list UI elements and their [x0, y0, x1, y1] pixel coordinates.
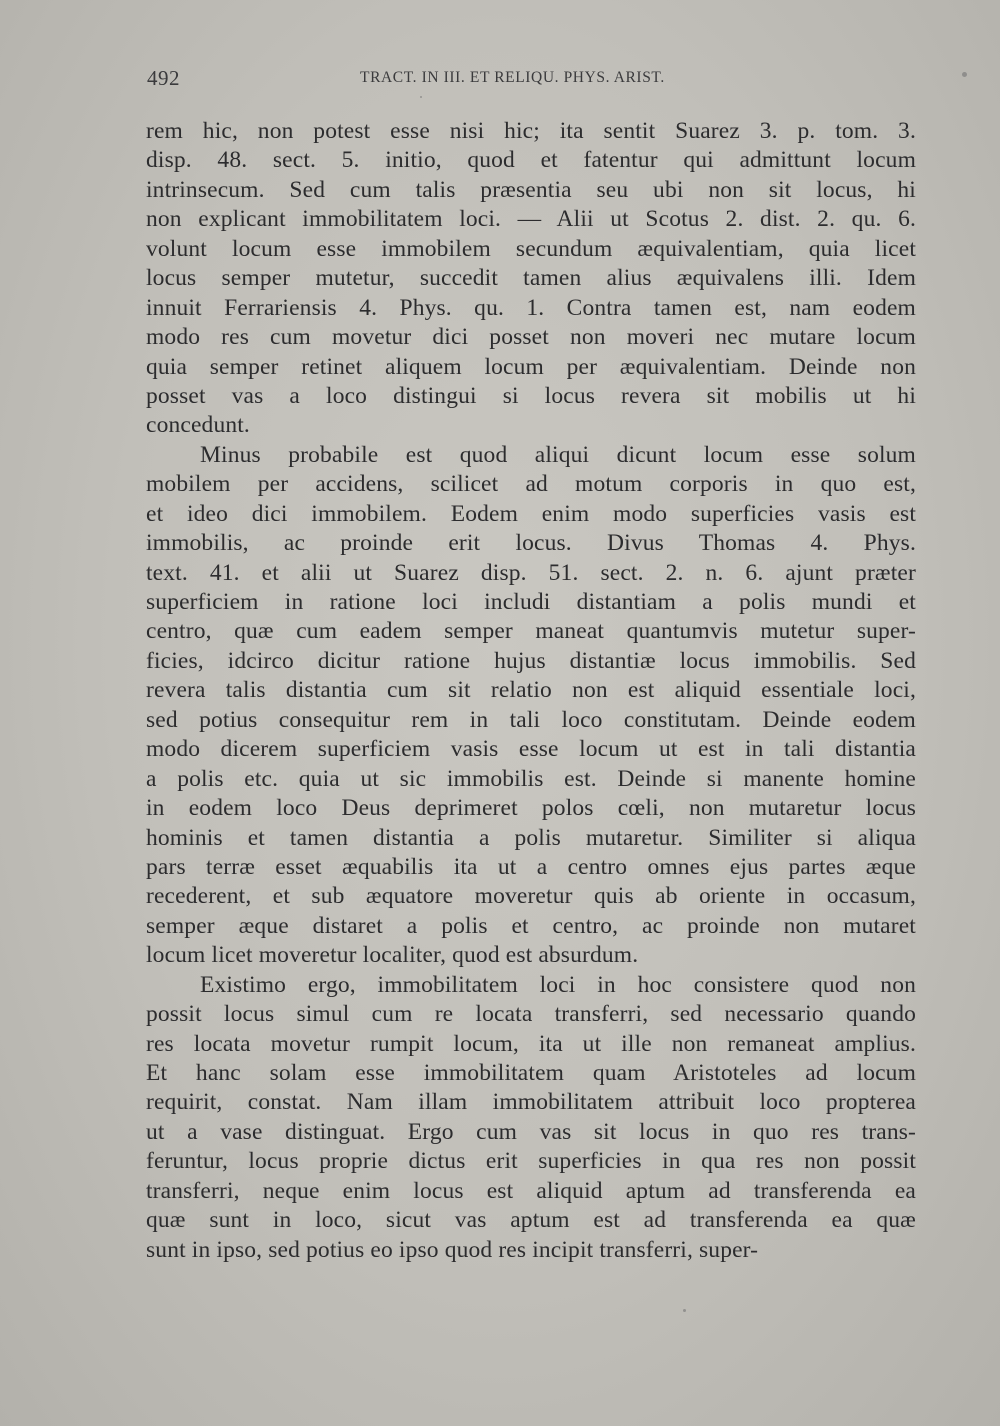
text-line: immobilis, ac proinde erit locus. Divus Thomas 4. Phys. [146, 530, 916, 557]
text-line: Minus probabile est quod aliqui dicunt locum esse solum [200, 441, 916, 468]
text-line: possit locus simul cum re locata transferri, sed necessario quando [146, 1001, 916, 1028]
text-line: recederent, et sub æquatore moveretur quis ab oriente in occasum, [146, 883, 916, 910]
text-line: locum licet moveretur localiter, quod est absurdum. [146, 942, 639, 969]
text-line: superficiem in ratione loci includi distantiam a polis mundi et [146, 589, 916, 615]
text-line: Et hanc solam esse immobilitatem quam Aristoteles ad locum [146, 1060, 916, 1086]
text-line: mobilem per accidens, scilicet ad motum corporis in quo est, [146, 471, 916, 498]
text-line: centro, quæ cum eadem semper maneat quantumvis mutetur super- [146, 618, 916, 645]
paper-speck [962, 72, 967, 77]
text-line: res locata movetur rumpit locum, ita ut ille non remaneat amplius. [146, 1030, 916, 1057]
text-line: modo dicerem superficiem vasis esse locum ut est in tali distantia [146, 736, 916, 763]
text-line: quia semper retinet aliquem locum per æquivalentiam. Deinde non [146, 353, 916, 380]
text-line: text. 41. et alii ut Suarez disp. 51. sect. 2. n. 6. ajunt præter [146, 559, 916, 586]
text-line: ficies, idcirco dicitur ratione hujus distantiæ locus immobilis. Sed [146, 647, 916, 674]
text-line: innuit Ferrariensis 4. Phys. qu. 1. Contra tamen est, nam eodem [146, 294, 916, 321]
text-line: rem hic, non potest esse nisi hic; ita sentit Suarez 3. p. tom. 3. [146, 118, 916, 144]
text-line: Existimo ergo, immobilitatem loci in hoc consistere quod non [200, 971, 916, 998]
text-line: et ideo dici immobilem. Eodem enim modo superficies vasis est [146, 500, 916, 527]
running-head [147, 66, 914, 92]
paper-speck [420, 96, 422, 98]
text-line: disp. 48. sect. 5. initio, quod et fatentur qui admittunt locum [146, 147, 916, 174]
text-line: posset vas a loco distingui si locus revera sit mobilis ut hi [146, 382, 916, 409]
text-line: quæ sunt in loco, sicut vas aptum est ad transferenda ea quæ [146, 1207, 916, 1234]
running-title: TRACT. IN III. ET RELIQU. PHYS. ARIST. [360, 69, 665, 86]
text-line: semper æque distaret a polis et centro, ac proinde non mutaret [146, 912, 916, 939]
text-line: volunt locum esse immobilem secundum æquivalentiam, quia licet [146, 235, 916, 262]
text-line: revera talis distantia cum sit relatio non est aliquid essentiale loci, [146, 677, 916, 704]
text-line: modo res cum movetur dici posset non moveri nec mutare locum [146, 324, 916, 351]
text-line: concedunt. [146, 412, 250, 439]
text-line: transferri, neque enim locus est aliquid aptum ad transferenda ea [146, 1177, 916, 1204]
text-line: hominis et tamen distantia a polis mutaretur. Similiter si aliqua [146, 824, 916, 851]
text-line: ut a vase distinguat. Ergo cum vas sit locus in quo res trans- [146, 1118, 916, 1145]
text-line: intrinsecum. Sed cum talis præsentia seu ubi non sit locus, hi [146, 176, 916, 203]
page-number: 492 [147, 66, 180, 90]
text-line: locus semper mutetur, succedit tamen alius æquivalens illi. Idem [146, 265, 916, 292]
text-line: pars terræ esset æquabilis ita ut a centro omnes ejus partes æque [146, 853, 916, 880]
paper-speck [683, 1309, 686, 1312]
text-line: in eodem loco Deus deprimeret polos cœli, non mutaretur locus [146, 795, 916, 822]
text-line: requirit, constat. Nam illam immobilitatem attribuit loco propterea [146, 1089, 916, 1116]
text-line: a polis etc. quia ut sic immobilis est. Deinde si manente homine [146, 765, 916, 792]
text-line: non explicant immobilitatem loci. — Alii ut Scotus 2. dist. 2. qu. 6. [146, 206, 916, 233]
text-line: feruntur, locus proprie dictus erit superficies in qua res non possit [146, 1148, 916, 1175]
body-text [146, 117, 916, 1265]
paragraph [146, 117, 916, 441]
paragraph [146, 971, 916, 1265]
text-line: sed potius consequitur rem in tali loco constitutam. Deinde eodem [146, 706, 916, 733]
text-line: sunt in ipso, sed potius eo ipso quod res incipit transferri, super- [146, 1236, 759, 1263]
paragraph [146, 441, 916, 971]
